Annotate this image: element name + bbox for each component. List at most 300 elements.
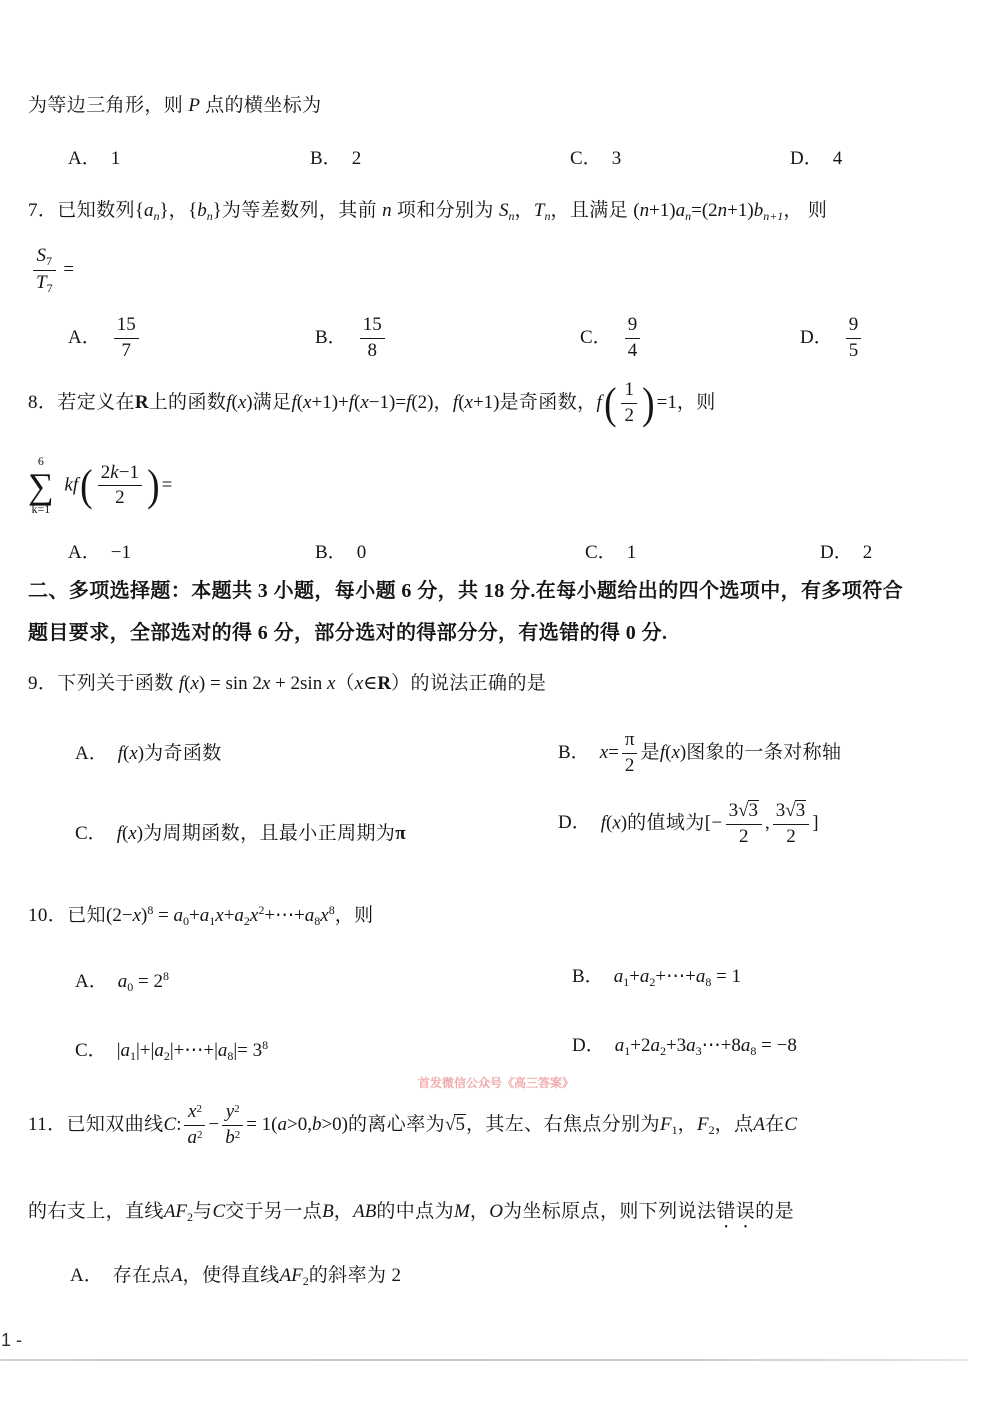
sub: 2 xyxy=(708,1122,715,1137)
paren: ) xyxy=(747,200,754,221)
denominator: 5 xyxy=(846,338,862,362)
var: a xyxy=(234,905,244,926)
text: （ xyxy=(335,673,355,694)
var: f xyxy=(452,391,459,413)
var: T xyxy=(533,200,545,221)
var: k xyxy=(64,474,73,496)
numerator: 1 xyxy=(624,379,634,400)
radicand: 3 xyxy=(795,800,806,821)
var: F xyxy=(659,1113,672,1135)
option-label: D． xyxy=(800,326,833,348)
op: +1)+ xyxy=(311,391,349,413)
var: f xyxy=(178,673,185,694)
var: S xyxy=(498,200,509,221)
op: = xyxy=(608,741,619,763)
sub: 7 xyxy=(46,281,53,296)
option-value: 3 xyxy=(611,148,622,169)
brace: { xyxy=(188,200,198,221)
sub: 2 xyxy=(163,1049,170,1063)
var: x xyxy=(671,741,680,763)
var: f xyxy=(659,741,666,763)
option-b xyxy=(310,143,361,170)
var: x xyxy=(190,673,199,694)
paren: ) xyxy=(669,200,676,221)
num: 2 xyxy=(100,461,111,483)
var: a xyxy=(120,1040,130,1061)
var: x xyxy=(128,823,137,844)
sqrt-sign: √ xyxy=(785,800,795,821)
numerator xyxy=(184,1102,205,1125)
sub: n xyxy=(508,209,515,223)
q10-option-d xyxy=(572,1032,797,1065)
sub: 1 xyxy=(623,975,630,989)
text: 的是 xyxy=(755,1201,794,1222)
var: a xyxy=(187,1126,197,1148)
sub: n xyxy=(685,209,692,223)
q9-option-a xyxy=(75,740,222,767)
var: a xyxy=(639,966,650,987)
var: x xyxy=(326,673,336,694)
paren: ( xyxy=(231,391,238,413)
op: = xyxy=(153,905,174,926)
sup: 8 xyxy=(147,903,154,917)
option-value: 2 xyxy=(351,148,362,169)
section-header-line1: 二、多项选择题：本题共 3 小题，每小题 6 分，共 18 分.在每小题给出的四个选项中，有多项符合 xyxy=(28,580,903,602)
sup: 8 xyxy=(262,1038,269,1052)
sum-lower-limit: k=1 xyxy=(31,501,51,516)
paren: (2− xyxy=(106,905,133,926)
text: ， xyxy=(333,1201,354,1222)
var: y xyxy=(225,1101,235,1122)
q10-option-b xyxy=(572,963,741,996)
var: C xyxy=(163,1113,177,1135)
paren: ) xyxy=(136,823,144,844)
option-label: C． xyxy=(580,326,612,348)
op: + xyxy=(223,905,235,926)
op: + xyxy=(189,905,200,926)
brace: { xyxy=(134,200,145,221)
var: b xyxy=(311,1113,322,1135)
paren: ) xyxy=(679,741,687,763)
text: 项和分别为 xyxy=(391,200,499,221)
var: a xyxy=(675,200,686,221)
sub: n xyxy=(153,209,160,223)
var: b xyxy=(197,200,207,221)
option-c xyxy=(585,537,636,564)
op: −1 xyxy=(118,461,139,483)
fraction xyxy=(621,380,637,427)
op: +3 xyxy=(665,1035,687,1056)
sub: 2 xyxy=(187,1210,194,1224)
sub: 2 xyxy=(659,1044,666,1058)
option-label: B． xyxy=(315,542,347,563)
numerator xyxy=(726,800,762,824)
var: A xyxy=(170,1265,183,1286)
sup: 2 xyxy=(196,1103,202,1115)
text: 为坐标原点，则下列说法 xyxy=(502,1201,717,1222)
var: a xyxy=(695,966,706,987)
text: 11．已知双曲线 xyxy=(28,1113,164,1135)
var: f xyxy=(596,391,602,413)
sub: 7 xyxy=(46,254,53,268)
op: +1) xyxy=(472,391,500,413)
paren-big: ) xyxy=(642,378,655,428)
fraction xyxy=(222,1102,243,1149)
var: a xyxy=(614,1035,625,1056)
op: − xyxy=(208,1113,220,1135)
paren: ( xyxy=(123,743,130,764)
sub: 0 xyxy=(127,980,134,994)
brace: } xyxy=(212,200,222,221)
option-label: A． xyxy=(75,743,108,764)
text: 的中点为 xyxy=(376,1201,454,1222)
paren: (2 xyxy=(701,200,718,221)
q8-stem xyxy=(28,380,716,427)
numerator: 9 xyxy=(627,314,638,335)
op: = 2 xyxy=(133,971,163,992)
abs-bar: | xyxy=(116,1040,121,1061)
option-a xyxy=(68,143,120,170)
var: T xyxy=(36,272,47,294)
sub: 2 xyxy=(243,914,250,928)
footer-rule xyxy=(0,1359,968,1361)
sub: 8 xyxy=(750,1044,757,1058)
text: 8．若定义在 xyxy=(28,391,135,413)
var: S xyxy=(36,245,47,266)
var: x xyxy=(188,1101,197,1122)
var: a xyxy=(144,200,154,221)
fraction xyxy=(114,315,139,362)
text: ， xyxy=(677,1113,697,1135)
var: a xyxy=(740,1035,751,1056)
var: n xyxy=(382,200,392,221)
var: b xyxy=(753,200,764,221)
q9-option-d xyxy=(558,800,819,848)
option-a xyxy=(68,537,131,564)
var: x xyxy=(354,673,364,694)
text: 存在点 xyxy=(112,1265,171,1286)
fraction xyxy=(33,246,56,295)
var: AB xyxy=(353,1201,377,1222)
paren-big: ( xyxy=(80,461,93,511)
option-label: B． xyxy=(310,148,342,169)
option-label: C． xyxy=(75,1040,107,1061)
sub: 3 xyxy=(695,1044,702,1058)
q10-option-c xyxy=(75,1032,268,1070)
paren: ) xyxy=(137,743,145,764)
text: ， 则 xyxy=(783,200,828,221)
op: |= 3 xyxy=(233,1040,263,1061)
numerator: π xyxy=(624,729,635,750)
q11-stem-line2 xyxy=(28,1198,794,1233)
text: ，其左、右焦点分别为 xyxy=(465,1113,660,1135)
text: ，点 xyxy=(714,1113,754,1135)
denominator: 2 xyxy=(98,485,142,509)
var: x xyxy=(249,905,259,926)
var: A xyxy=(753,1113,766,1135)
op: +⋯+ xyxy=(264,905,305,926)
paren: ( xyxy=(121,823,129,844)
option-label: B． xyxy=(572,966,604,987)
denominator xyxy=(33,270,56,295)
paren: ( xyxy=(354,391,361,413)
numerator: 9 xyxy=(848,314,859,335)
set-R: R xyxy=(134,391,149,413)
var: AF xyxy=(279,1265,303,1286)
text: 满足 xyxy=(252,391,292,413)
q9-option-b xyxy=(558,730,841,777)
fraction xyxy=(726,800,762,848)
op: +1 xyxy=(649,200,670,221)
text: ， xyxy=(168,200,189,221)
text: 点的横坐标为 xyxy=(199,95,322,116)
var: a xyxy=(650,1035,660,1056)
var: a xyxy=(199,905,210,926)
q7-ratio xyxy=(30,246,74,295)
var: x xyxy=(215,905,224,926)
op: +2 xyxy=(630,1035,651,1056)
var: a xyxy=(173,905,184,926)
var: P xyxy=(188,95,200,116)
sigma: ∑ xyxy=(28,465,54,506)
text: 的右支上，直线 xyxy=(28,1201,164,1222)
var: AF xyxy=(163,1201,188,1222)
denominator: 8 xyxy=(360,338,385,362)
numerator: 15 xyxy=(116,314,136,335)
option-label: D． xyxy=(558,812,591,834)
summation xyxy=(28,455,54,517)
op: + 2sin xyxy=(270,673,327,694)
brace: } xyxy=(159,200,169,221)
radicand: 5 xyxy=(455,1113,465,1135)
op: = 1 xyxy=(246,1113,272,1135)
option-label: C． xyxy=(75,823,107,844)
option-label: C． xyxy=(585,542,617,563)
var: f xyxy=(116,823,122,844)
op: : xyxy=(176,1113,182,1135)
q9-stem xyxy=(28,670,546,697)
paren: ( xyxy=(633,200,640,221)
paren: ( xyxy=(458,391,465,413)
option-value: 0 xyxy=(356,542,367,563)
fraction xyxy=(773,800,809,848)
var: a xyxy=(154,1040,164,1061)
set-R: R xyxy=(377,673,392,694)
text: ）的说法正确的是 xyxy=(391,673,547,694)
sub: 1 xyxy=(671,1122,678,1137)
numerator xyxy=(98,463,142,486)
var: b xyxy=(225,1126,235,1148)
var: x xyxy=(129,743,138,764)
var: x xyxy=(612,812,621,834)
sqrt-sign: √ xyxy=(445,1113,455,1135)
page-number: 1 - xyxy=(1,1330,23,1350)
text: 的离心率为 xyxy=(348,1113,446,1135)
option-label: D． xyxy=(790,148,823,169)
op: = xyxy=(63,259,75,281)
sum-upper-limit: 6 xyxy=(37,454,44,468)
q11-stem-line1 xyxy=(28,1102,797,1149)
text: 是 xyxy=(640,741,660,763)
var: M xyxy=(453,1201,470,1222)
num: 3 xyxy=(728,800,739,821)
var: x xyxy=(261,673,271,694)
q9-option-c xyxy=(75,820,406,847)
paren: ( xyxy=(665,741,672,763)
sub: n xyxy=(544,209,551,223)
option-a xyxy=(68,315,142,362)
q6-stem-continuation xyxy=(28,92,322,119)
option-d xyxy=(790,143,842,170)
sup: 8 xyxy=(162,969,169,983)
var: a xyxy=(217,1040,228,1061)
fraction xyxy=(625,315,641,362)
paren: ( xyxy=(271,1113,278,1135)
sub: n+1 xyxy=(763,209,784,223)
op: ∈ xyxy=(363,673,378,694)
sub: 1 xyxy=(209,914,216,928)
paren: ) xyxy=(341,1113,348,1135)
text: ，则 xyxy=(334,905,374,926)
text: 与 xyxy=(193,1201,213,1222)
option-c xyxy=(580,315,643,362)
text: ，则 xyxy=(676,391,716,413)
sub: 1 xyxy=(130,1049,136,1063)
bracket: ] xyxy=(812,812,819,834)
numerator: 15 xyxy=(362,314,382,335)
option-d xyxy=(820,537,872,564)
op: = xyxy=(161,474,173,496)
sup: 2 xyxy=(234,1103,240,1115)
text: 9．下列关于函数 xyxy=(28,673,179,694)
sub: n xyxy=(206,209,213,223)
option-d xyxy=(800,315,864,362)
op: ⋯+8 xyxy=(701,1035,741,1056)
sup: 8 xyxy=(328,903,335,917)
var: x xyxy=(320,905,329,926)
denominator xyxy=(222,1125,243,1149)
abs-bar: |+⋯+| xyxy=(169,1040,218,1061)
var: f xyxy=(600,812,607,834)
op: (2) xyxy=(411,391,434,413)
var: x xyxy=(132,905,141,926)
option-b xyxy=(315,537,366,564)
sub: 8 xyxy=(314,914,321,928)
op: +⋯+ xyxy=(655,966,696,987)
sub: 8 xyxy=(227,1049,234,1063)
denominator: 4 xyxy=(625,338,641,362)
sup: 2 xyxy=(258,903,265,917)
numerator xyxy=(222,1102,243,1125)
var: f xyxy=(291,391,297,413)
text: 在 xyxy=(765,1113,785,1135)
text: 交于另一点 xyxy=(225,1201,323,1222)
var: C xyxy=(784,1113,798,1135)
option-label: D． xyxy=(572,1035,605,1056)
op: = 1 xyxy=(711,966,742,987)
sub: 2 xyxy=(649,975,656,989)
q10-option-a xyxy=(75,963,169,1001)
var: x xyxy=(237,391,247,413)
op: = xyxy=(691,200,702,221)
option-label: A． xyxy=(68,542,101,563)
sqrt-sign: √ xyxy=(738,800,748,821)
pi-symbol: π xyxy=(395,823,406,844)
option-label: A． xyxy=(75,971,108,992)
denominator: 7 xyxy=(114,338,139,362)
op: + xyxy=(629,966,640,987)
section-header-line2: 题目要求，全部选对的得 6 分，部分选对的得部分分，有选错的得 0 分. xyxy=(28,622,668,644)
option-value: −1 xyxy=(110,542,131,563)
option-value: 1 xyxy=(626,542,637,563)
sub: 8 xyxy=(705,975,712,989)
var: x xyxy=(360,391,369,413)
watermark: 首发微信公众号《高三答案》 xyxy=(417,1076,574,1090)
fraction xyxy=(184,1102,205,1149)
text: 为等差数列，其前 xyxy=(221,200,383,221)
var: a xyxy=(304,905,315,926)
numerator xyxy=(33,246,56,270)
option-label: A． xyxy=(68,326,101,348)
var: f xyxy=(117,743,124,764)
fraction xyxy=(846,315,862,362)
var: k xyxy=(110,461,119,483)
text: 7．已知数列 xyxy=(28,200,135,221)
var: f xyxy=(226,391,232,413)
numerator xyxy=(773,800,809,824)
option-c xyxy=(570,143,621,170)
op: = −8 xyxy=(756,1035,797,1056)
denominator xyxy=(184,1125,205,1149)
fraction xyxy=(360,315,385,362)
denominator: 2 xyxy=(726,824,762,848)
denominator: 2 xyxy=(622,753,638,777)
paren: ( xyxy=(296,391,304,413)
op: >0 xyxy=(321,1113,342,1135)
paren-big: ( xyxy=(603,378,617,428)
option-label: A． xyxy=(68,148,101,169)
var: C xyxy=(212,1201,226,1222)
var: O xyxy=(489,1201,503,1222)
var: n xyxy=(639,200,650,221)
text: 是奇函数， xyxy=(499,391,597,413)
var: x xyxy=(599,741,609,763)
abs-bar: |+| xyxy=(136,1040,155,1061)
sub: 1 xyxy=(624,1044,631,1058)
text: ， xyxy=(433,391,453,413)
sup: 2 xyxy=(196,1128,203,1141)
var: B xyxy=(322,1201,334,1222)
text: ，且满足 xyxy=(550,200,634,221)
op: ) = sin 2 xyxy=(198,673,262,694)
paren: ( xyxy=(184,673,191,694)
option-value: 4 xyxy=(832,148,843,169)
q11-option-a xyxy=(70,1262,401,1295)
var: f xyxy=(348,391,355,413)
option-value: 1 xyxy=(110,148,121,169)
sub: 2 xyxy=(302,1274,309,1288)
text: 的斜率为 2 xyxy=(308,1265,402,1286)
paren: ) xyxy=(246,391,253,413)
text: 的值域为[− xyxy=(627,812,723,834)
option-b xyxy=(315,315,388,362)
sub: 0 xyxy=(183,914,190,928)
q7-stem xyxy=(28,197,827,230)
fraction xyxy=(98,463,142,510)
var: n xyxy=(717,200,728,221)
sup: 2 xyxy=(234,1128,241,1141)
paren: ) xyxy=(141,905,148,926)
